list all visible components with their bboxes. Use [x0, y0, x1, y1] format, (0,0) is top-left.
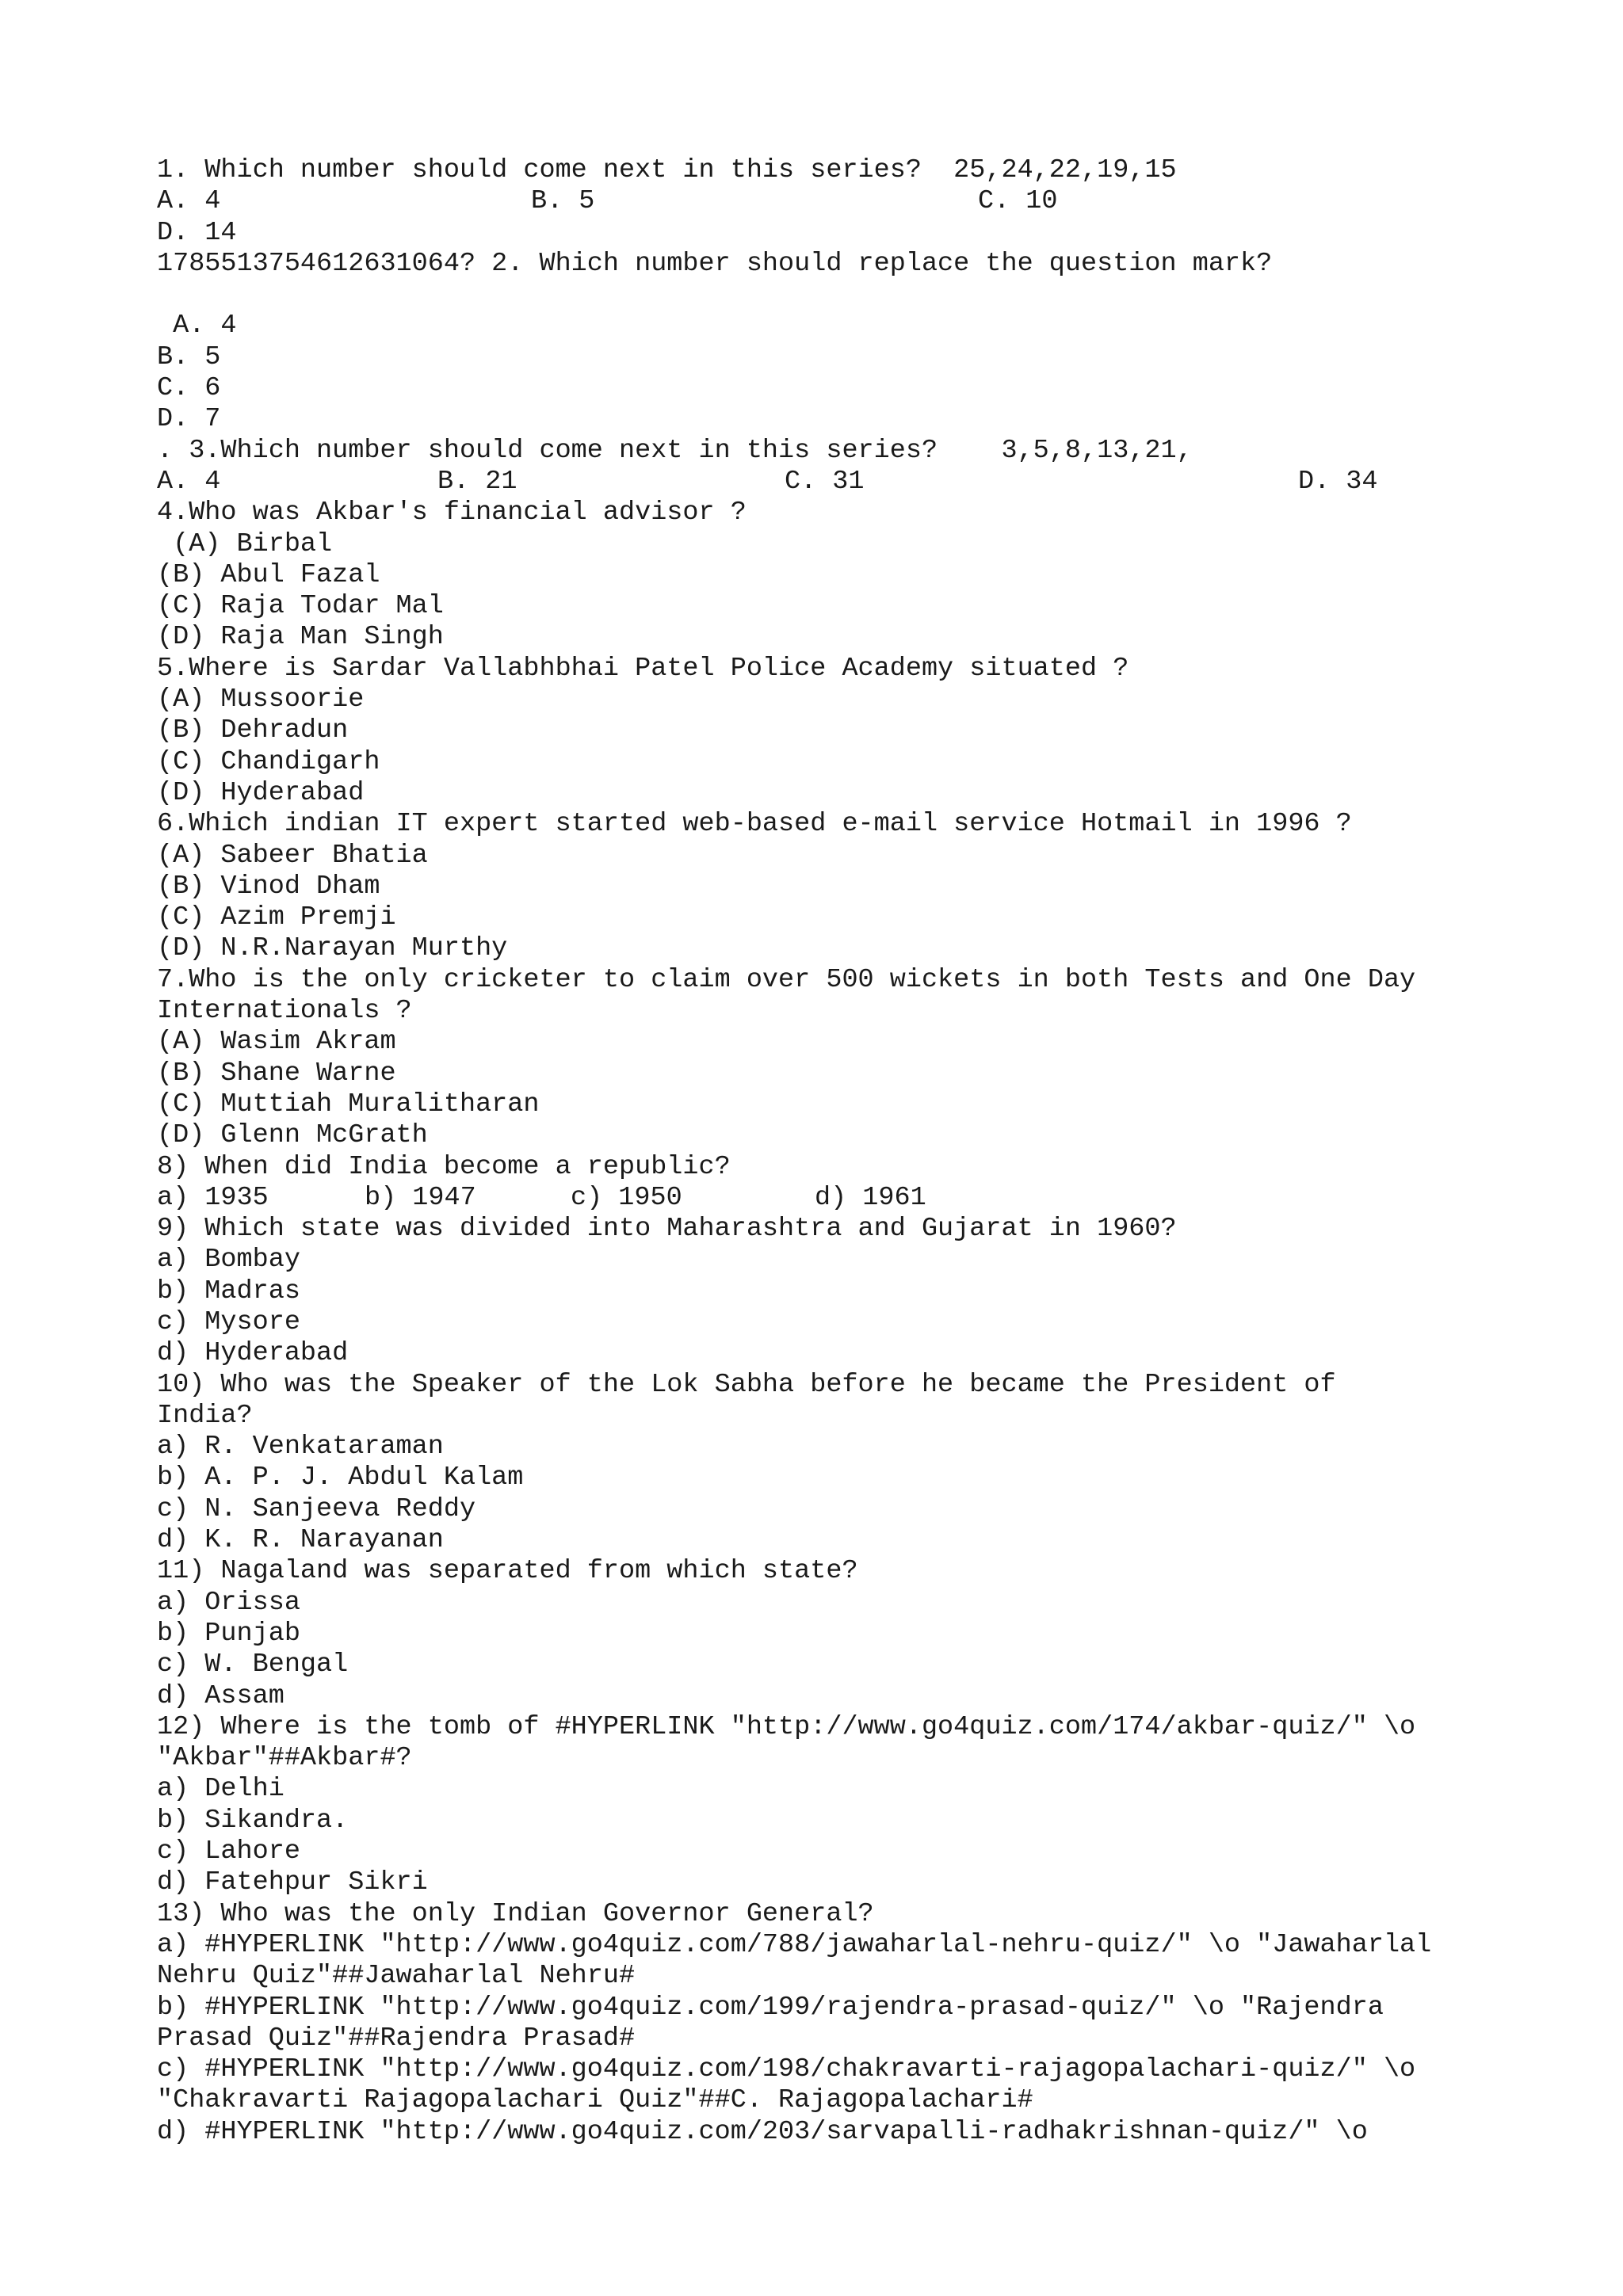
q13-option-a-line2: Nehru Quiz"##Jawaharlal Nehru# — [157, 1961, 636, 1992]
q3-option-d: D. 34 — [1298, 466, 1378, 497]
q2-option-d: D. 7 — [157, 404, 221, 435]
q6-option-a: (A) Sabeer Bhatia — [157, 840, 428, 871]
q1-options-row — [157, 186, 1552, 217]
q9-option-c: c) Mysore — [157, 1306, 300, 1337]
q4-option-c: (C) Raja Todar Mal — [157, 591, 444, 622]
q13-question: 13) Who was the only Indian Governor General? — [157, 1898, 874, 1929]
q13-option-c-line2: "Chakravarti Rajagopalachari Quiz"##C. Rajagopalachari# — [157, 2085, 1033, 2116]
q10-question-line1: 10) Who was the Speaker of the Lok Sabha before he became the President of — [157, 1369, 1336, 1400]
q4-option-a: (A) Birbal — [157, 528, 333, 559]
q7-option-b: (B) Shane Warne — [157, 1058, 396, 1089]
q8-option-c: c) 1950 — [571, 1182, 682, 1213]
q1-option-b: B. 5 — [531, 186, 595, 217]
q6-option-b: (B) Vinod Dham — [157, 871, 380, 902]
q4-option-d: (D) Raja Man Singh — [157, 622, 444, 653]
q2-option-b: B. 5 — [157, 341, 221, 372]
q3-question: . 3.Which number should come next in this series? 3,5,8,13,21, — [157, 435, 1193, 466]
q13-option-b-line2: Prasad Quiz"##Rajendra Prasad# — [157, 2023, 636, 2054]
q9-option-a: a) Bombay — [157, 1245, 300, 1276]
q7-option-a: (A) Wasim Akram — [157, 1027, 396, 1058]
q5-question: 5.Where is Sardar Vallabhbhai Patel Police Academy situated ? — [157, 653, 1129, 684]
q11-option-b: b) Punjab — [157, 1618, 300, 1649]
quiz-document-body — [157, 155, 1552, 2148]
q10-option-a: a) R. Venkataraman — [157, 1432, 444, 1463]
q11-option-c: c) W. Bengal — [157, 1650, 349, 1680]
q9-question: 9) Which state was divided into Maharashtra and Gujarat in 1960? — [157, 1214, 1177, 1245]
q2-question: 1785513754612631064? 2. Which number should replace the question mark? — [157, 248, 1273, 279]
q9-option-b: b) Madras — [157, 1276, 300, 1306]
q13-option-c-line1: c) #HYPERLINK "http://www.go4quiz.com/198/chakravarti-rajagopalachari-quiz/" \o — [157, 2054, 1416, 2085]
q7-question-line2: Internationals ? — [157, 996, 412, 1027]
q1-option-a: A. 4 — [157, 186, 221, 217]
q5-option-a: (A) Mussoorie — [157, 685, 365, 715]
q12-question-line2: "Akbar"##Akbar#? — [157, 1743, 412, 1774]
q2-option-a: A. 4 — [157, 311, 237, 341]
q7-option-c: (C) Muttiah Muralitharan — [157, 1089, 540, 1119]
q7-option-d: (D) Glenn McGrath — [157, 1120, 428, 1151]
q10-question-line2: India? — [157, 1400, 253, 1431]
q1-option-d: D. 14 — [157, 217, 237, 248]
q3-option-c: C. 31 — [785, 466, 865, 497]
q12-option-a: a) Delhi — [157, 1774, 285, 1805]
q8-option-a: a) 1935 — [157, 1182, 269, 1213]
q11-option-a: a) Orissa — [157, 1587, 300, 1618]
q11-option-d: d) Assam — [157, 1680, 285, 1711]
q12-option-c: c) Lahore — [157, 1836, 300, 1867]
q12-question-line1: 12) Where is the tomb of #HYPERLINK "http://www.go4quiz.com/174/akbar-quiz/" \o — [157, 1711, 1416, 1742]
q5-option-b: (B) Dehradun — [157, 715, 349, 746]
q10-option-b: b) A. P. J. Abdul Kalam — [157, 1463, 524, 1493]
q13-option-d-line1: d) #HYPERLINK "http://www.go4quiz.com/203/sarvapalli-radhakrishnan-quiz/" \o — [157, 2116, 1368, 2147]
q12-option-d: d) Fatehpur Sikri — [157, 1867, 428, 1898]
q13-option-b-line1: b) #HYPERLINK "http://www.go4quiz.com/199/rajendra-prasad-quiz/" \o "Rajendra — [157, 1992, 1384, 2023]
q11-question: 11) Nagaland was separated from which state? — [157, 1556, 858, 1587]
q10-option-c: c) N. Sanjeeva Reddy — [157, 1493, 476, 1524]
q5-option-d: (D) Hyderabad — [157, 777, 365, 808]
q6-option-c: (C) Azim Premji — [157, 902, 396, 933]
q12-option-b: b) Sikandra. — [157, 1805, 349, 1836]
q4-question: 4.Who was Akbar's financial advisor ? — [157, 498, 747, 528]
q6-option-d: (D) N.R.Narayan Murthy — [157, 933, 508, 964]
q6-question: 6.Which indian IT expert started web-based e-mail service Hotmail in 1996 ? — [157, 809, 1352, 840]
q1-question: 1. Which number should come next in this series? 25,24,22,19,15 — [157, 155, 1177, 185]
q9-option-d: d) Hyderabad — [157, 1338, 349, 1369]
q7-question-line1: 7.Who is the only cricketer to claim over 500 wickets in both Tests and One Day — [157, 964, 1416, 995]
q1-option-c: C. 10 — [978, 186, 1058, 217]
q3-option-b: B. 21 — [437, 466, 517, 497]
q8-options-row — [157, 1183, 1552, 1214]
q8-question: 8) When did India become a republic? — [157, 1151, 731, 1182]
q10-option-d: d) K. R. Narayanan — [157, 1525, 444, 1556]
q8-option-b: b) 1947 — [365, 1182, 476, 1213]
q5-option-c: (C) Chandigarh — [157, 746, 380, 777]
q4-option-b: (B) Abul Fazal — [157, 559, 380, 590]
q2-option-c: C. 6 — [157, 373, 221, 404]
q8-option-d: d) 1961 — [815, 1182, 926, 1213]
q13-option-a-line1: a) #HYPERLINK "http://www.go4quiz.com/788/jawaharlal-nehru-quiz/" \o "Jawaharlal — [157, 1929, 1432, 1960]
blank-line — [157, 280, 1552, 311]
q3-option-a: A. 4 — [157, 466, 221, 497]
q3-options-row — [157, 467, 1552, 498]
